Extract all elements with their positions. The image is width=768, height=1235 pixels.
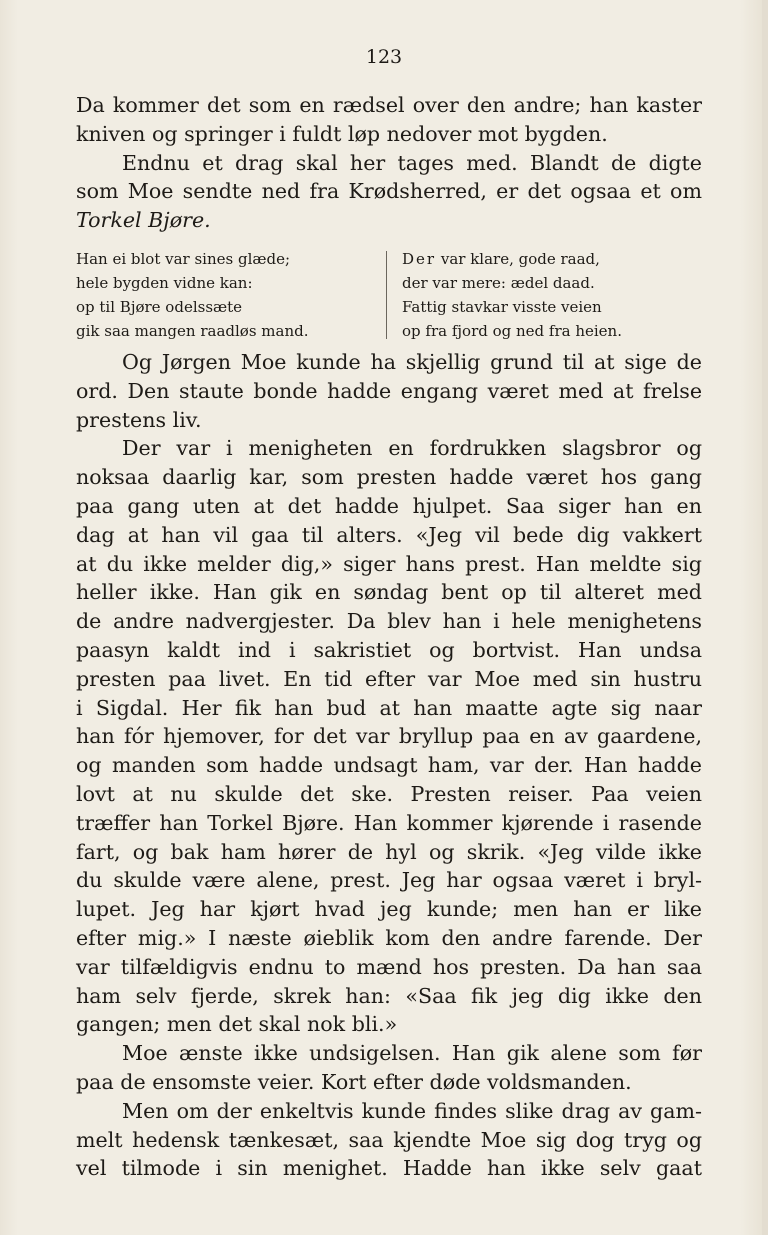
verse-line: Fattig stavkar visste veien [402,298,602,316]
verse-line: Han ei blot var sines glæde; [76,250,291,268]
text-line: at du ikke melder dig,» siger hans prest. Han meldte sig [76,551,702,576]
text-line: Da kommer det som en rædsel over den andre; han kaster [76,93,702,117]
text-line: du skulde være alene, prest. Jeg har ogsaa været i bryl- [76,868,702,893]
text-line: presten paa livet. En tid efter var Moe med sin hustru [76,666,702,691]
text-line: paasyn kaldt ind i sakristiet og bortvist. Han undsa [76,637,702,662]
text-line: var tilfældigvis endnu to mænd hos presten. Da han saa [76,954,702,979]
text-line: fart, og bak ham hører de hyl og skrik. «Jeg vilde ikke [76,839,702,864]
text-line: paa de ensomste veier. Kort efter døde voldsmanden. [76,1069,632,1094]
text-line-italic-title: Torkel Bjøre. [76,208,211,233]
text-line: gangen; men det skal nok bli.» [76,1012,398,1037]
text-line: lupet. Jeg har kjørt hvad jeg kunde; men han er like [76,897,702,922]
verse-line: hele bygden vidne kan: [76,274,253,292]
text-line: og manden som hadde undsagt ham, var der. Han hadde [76,753,702,778]
text-line: som Moe sendte ned fra Krødsherred, er det ogsaa et om [76,179,702,204]
text-line: efter mig.» I næste øieblik kom den andre farende. Der [76,925,702,950]
verse-left-column [76,247,366,343]
verse-right-column [402,247,702,343]
text-line: paa gang uten at det hadde hjulpet. Saa siger han en [76,493,702,518]
text-line: vel tilmode i sin menighet. Hadde han ikke selv gaat [76,1156,702,1181]
text-line: Endnu et drag skal her tages med. Blandt de digte [122,150,702,175]
text-line: ham selv fjerde, skrek han: «Saa fik jeg dig ikke den [76,983,702,1008]
text-line: dag at han vil gaa til alters. «Jeg vil bede dig vakkert [76,522,702,547]
text-line: i Sigdal. Her fik han bud at han maatte agte sig naar [76,695,702,720]
verse-spaced-word: Der [402,250,437,268]
text-line: kniven og springer i fuldt løp nedover mot bygden. [76,121,608,146]
text-block-main [76,348,702,1183]
text-line: lovt at nu skulde det ske. Presten reiser. Paa veien [76,781,702,806]
text-block-top [76,91,702,235]
verse-line [402,247,702,271]
verse-line: op til Bjøre odelssæte [76,298,243,316]
text-line: melt hedensk tænkesæt, saa kjendte Moe sig dog tryg og [76,1127,702,1152]
text-line: han fór hjemover, for det var bryllup paa en av gaardene, [76,724,702,749]
verse-line-rest: var klare, gode raad, [436,250,600,268]
verse-line: der var mere: ædel daad. [402,274,595,292]
text-line: noksaa daarlig kar, som presten hadde været hos gang [76,465,702,490]
verse-divider [386,251,387,339]
page-number: 123 [365,46,403,68]
text-line: træffer han Torkel Bjøre. Han kommer kjørende i rasende [76,810,702,835]
text-line: Moe ænste ikke undsigelsen. Han gik alene som før [122,1041,702,1066]
text-line: ord. Den staute bonde hadde engang været med at frelse [76,378,702,403]
verse-line: gik saa mangen raadløs mand. [76,322,309,340]
verse-line: op fra fjord og ned fra heien. [402,322,622,340]
text-line: Men om der enkeltvis kunde findes slike drag av gam- [122,1098,702,1123]
text-line: de andre nadvergjester. Da blev han i hele menighetens [76,609,702,634]
text-line: Der var i menigheten en fordrukken slagsbror og [122,436,702,461]
text-line: heller ikke. Han gik en søndag bent op til alteret med [76,580,702,605]
text-line: prestens liv. [76,407,202,432]
text-line: Og Jørgen Moe kunde ha skjellig grund til at sige de [122,350,702,374]
